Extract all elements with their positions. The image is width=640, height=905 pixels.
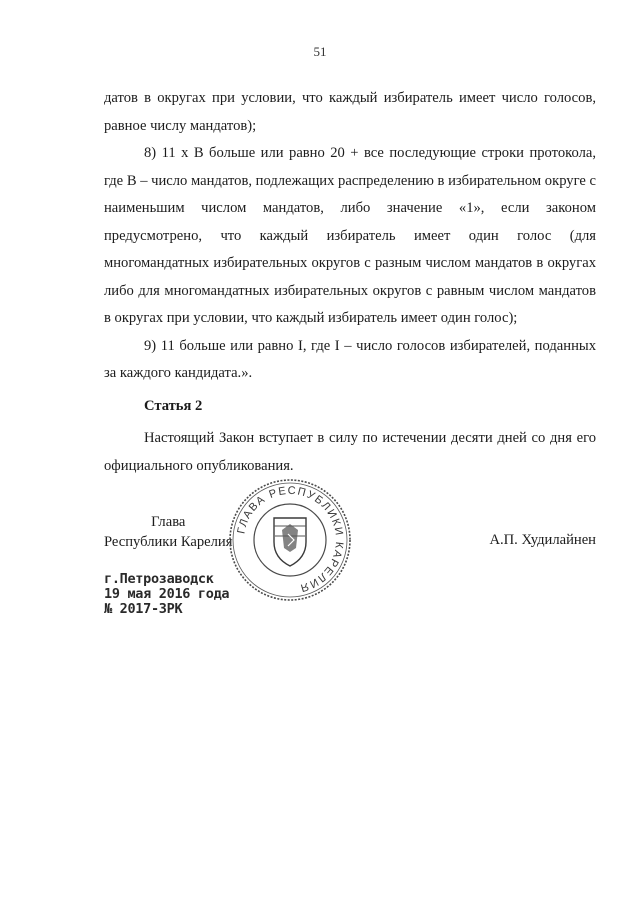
registration-date: 19 мая 2016 года [104,586,230,602]
page-number: 51 [313,44,327,59]
paragraph-item-8: 8) 11 х В больше или равно 20 + все последующие строки протокола, где В – число мандатов, подлежащих распределению в избирательном округе с наименьшим числом мандатов, либо значение «1», если законом предусмотрено, что каждый избиратель имеет один голос (для многомандатных избирательных округов с разным числом мандатов в округах либо для многомандатных избирательных округов с равным числом мандатов в округах при условии, что каждый избиратель имеет один голос); [104,145,596,326]
coat-of-arms-icon [274,518,306,566]
registration-number: № 2017-ЗРК [104,601,183,617]
signatory-name: А.П. Худилайнен [489,532,596,548]
official-seal-icon [228,478,352,602]
registration-stamp [104,572,229,617]
paragraph-continuation: датов в округах при условии, что каждый избиратель имеет число голосов, равное числу мандатов); [104,90,596,134]
article-text: Настоящий Закон вступает в силу по истечении десяти дней со дня его официального опубликования. [104,430,596,474]
signatory-title [104,512,232,552]
paragraph-item-9: 9) 11 больше или равно I, где I – число голосов избирателей, поданных за каждого кандидата.». [104,337,596,381]
law-text-body [104,85,596,388]
signatory-title-line2: Республики Карелия [104,534,233,550]
article-heading: Статья 2 [144,398,203,414]
registration-city: г.Петрозаводск [104,571,214,587]
signatory-title-line1: Глава [151,514,186,530]
seal-ring-text: ГЛАВА РЕСПУБЛИКИ КАРЕЛИЯ [235,484,346,595]
